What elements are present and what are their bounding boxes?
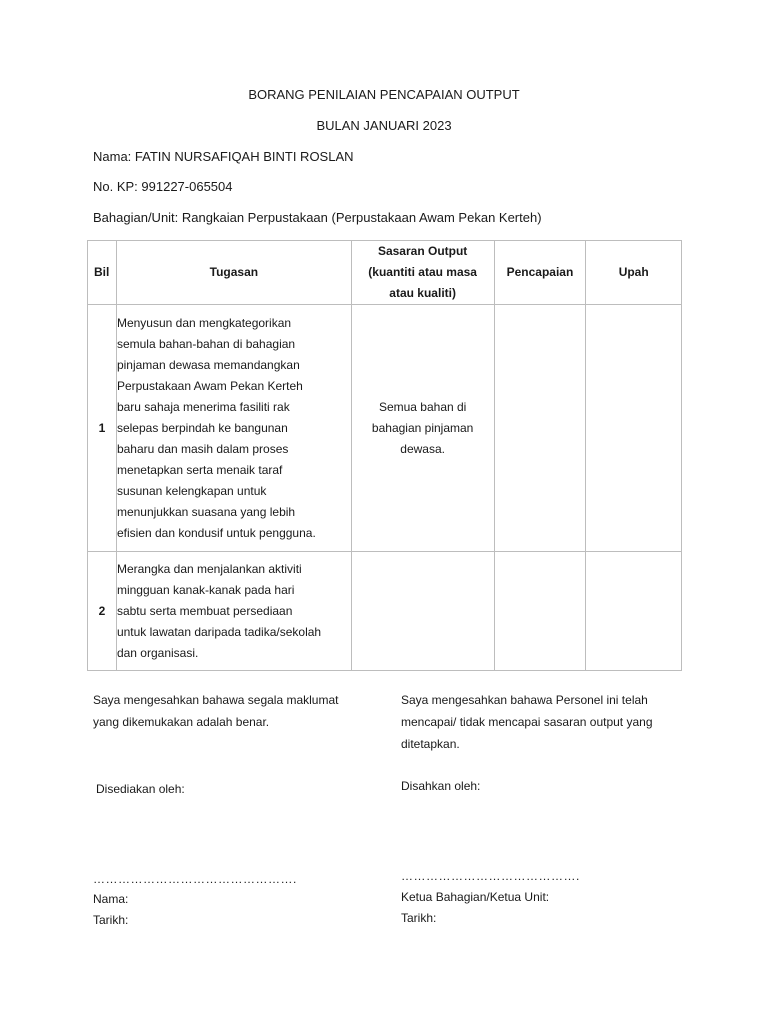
tugasan-line: susunan kelengkapan untuk	[116, 483, 267, 498]
approved-by-label: Disahkan oleh:	[401, 779, 481, 793]
tugasan-line: Perpustakaan Awam Pekan Kerteh	[116, 378, 303, 393]
declaration-right	[401, 689, 701, 755]
tugasan-line: mingguan kanak-kanak pada hari	[116, 582, 295, 597]
tugasan-line: semula bahan-bahan di bahagian	[116, 336, 296, 351]
declaration-line: mencapai/ tidak mencapai sasaran output yang	[401, 715, 653, 729]
declaration-left	[93, 689, 383, 733]
form-month: BULAN JANUARI 2023	[316, 118, 452, 133]
nama-label: Nama:	[93, 892, 129, 906]
row-tugasan	[116, 305, 351, 552]
row-upah	[586, 552, 682, 671]
tugasan-line: baru sahaja menerima fasiliti rak	[116, 399, 290, 414]
table-row	[88, 305, 682, 552]
header-bil: Bil	[88, 241, 117, 305]
tugasan-line: efisien dan kondusif untuk pengguna.	[116, 525, 316, 540]
declaration-line: Saya mengesahkan bahawa segala maklumat	[93, 693, 339, 707]
row-sasaran	[351, 305, 494, 552]
tarikh-label-left: Tarikh:	[93, 913, 129, 927]
field-no-kp: No. KP: 991227-065504	[93, 179, 233, 194]
table-header-row	[88, 241, 682, 305]
form-title: BORANG PENILAIAN PENCAPAIAN OUTPUT	[248, 87, 520, 102]
header-tugasan: Tugasan	[116, 241, 351, 305]
header-pencapaian: Pencapaian	[494, 241, 586, 305]
sasaran-line: dewasa.	[400, 441, 445, 456]
header-upah: Upah	[586, 241, 682, 305]
tugasan-line: pinjaman dewasa memandangkan	[116, 357, 300, 372]
declaration-line: ditetapkan.	[401, 737, 460, 751]
header-sasaran-line: atau kualiti)	[389, 286, 456, 300]
tugasan-line: untuk lawatan daripada tadika/sekolah	[116, 624, 322, 639]
table-row	[88, 552, 682, 671]
tugasan-line: Menyusun dan mengkategorikan	[116, 315, 292, 330]
prepared-by-label: Disediakan oleh:	[96, 782, 185, 796]
tugasan-line: sabtu serta membuat persediaan	[116, 603, 293, 618]
row-bil: 1	[88, 305, 117, 552]
header-sasaran-line: (kuantiti atau masa	[368, 265, 477, 279]
field-bahagian: Bahagian/Unit: Rangkaian Perpustakaan (Perpustakaan Awam Pekan Kerteh)	[93, 210, 542, 225]
signature-line-right: …………………………………….	[401, 869, 580, 883]
header-sasaran	[351, 241, 494, 305]
tarikh-label-right: Tarikh:	[401, 911, 437, 925]
declaration-line: yang dikemukakan adalah benar.	[93, 715, 270, 729]
tugasan-line: dan organisasi.	[116, 645, 199, 660]
row-pencapaian	[494, 552, 586, 671]
tugasan-line: Merangka dan menjalankan aktiviti	[116, 561, 302, 576]
ketua-label: Ketua Bahagian/Ketua Unit:	[401, 890, 550, 904]
tugasan-line: baharu dan masih dalam proses	[116, 441, 289, 456]
sasaran-line: Semua bahan di	[378, 399, 467, 414]
tugasan-line: menetapkan serta menaik taraf	[116, 462, 283, 477]
header-sasaran-line: Sasaran Output	[377, 244, 468, 258]
row-tugasan	[116, 552, 351, 671]
field-nama: Nama: FATIN NURSAFIQAH BINTI ROSLAN	[93, 149, 354, 164]
row-upah	[586, 305, 682, 552]
row-bil: 2	[88, 552, 117, 671]
sasaran-line: bahagian pinjaman	[371, 420, 474, 435]
row-sasaran	[351, 552, 494, 671]
declaration-line: Saya mengesahkan bahawa Personel ini telah	[401, 693, 648, 707]
output-table	[87, 240, 682, 671]
signature-line-left: ………………………………………….	[93, 872, 297, 886]
tugasan-line: menunjukkan suasana yang lebih	[116, 504, 296, 519]
tugasan-line: selepas berpindah ke bangunan	[116, 420, 288, 435]
row-pencapaian	[494, 305, 586, 552]
